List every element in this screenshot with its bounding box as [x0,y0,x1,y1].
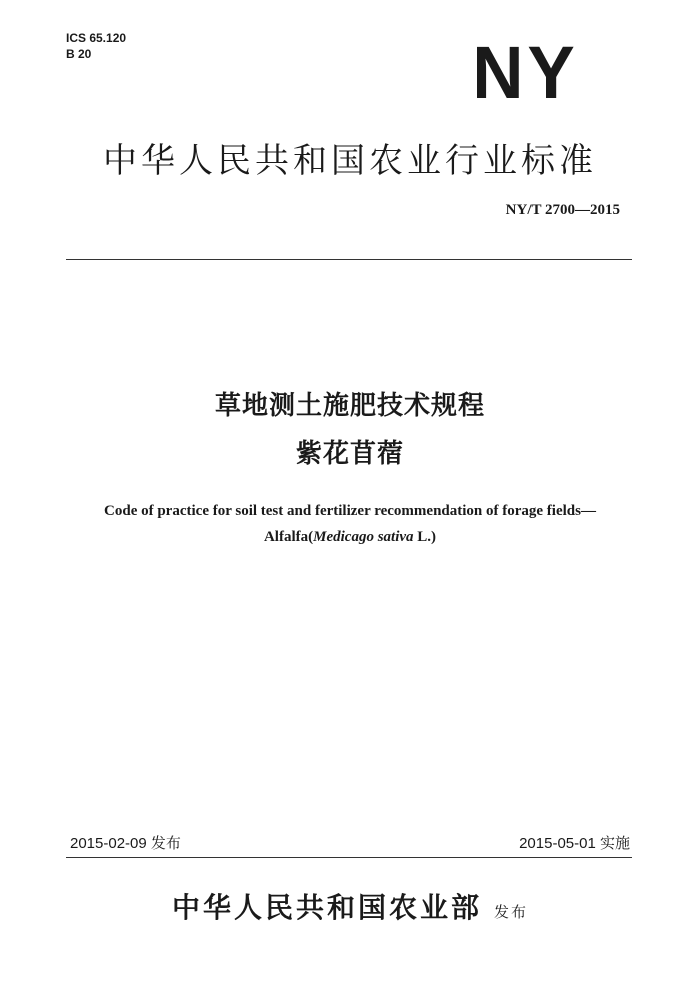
standard-code: NY/T 2700—2015 [505,202,620,218]
issue-date: 2015-02-09 发布 [70,835,181,852]
document-title-en [40,498,660,550]
implementation-date: 2015-05-01 实施 [519,835,630,852]
issuer [120,886,580,926]
en-title-line1: Code of practice for soil test and fertilizer recommendation of forage fields— [104,503,596,519]
issuer-suffix: 发布 [494,903,529,921]
issuer-name: 中华人民共和国农业部 [171,891,482,924]
ccs-code: B 20 [66,47,92,61]
document-title-zh: 草地测土施肥技术规程 [214,391,485,421]
document-subtitle-zh: 紫花苜蓿 [295,439,404,469]
en-title-prefix: Alfalfa( [263,529,314,545]
standard-category-title: 中华人民共和国农业行业标准 [103,141,597,181]
en-title-line2 [40,524,660,550]
classification-codes [66,30,126,62]
en-title-species: Medicago sativa [313,529,414,545]
ny-logo: NY [472,31,579,114]
en-title-suffix: L.) [413,529,437,545]
top-divider [66,259,632,260]
ics-code: ICS 65.120 [66,31,127,45]
bottom-divider [66,857,632,858]
